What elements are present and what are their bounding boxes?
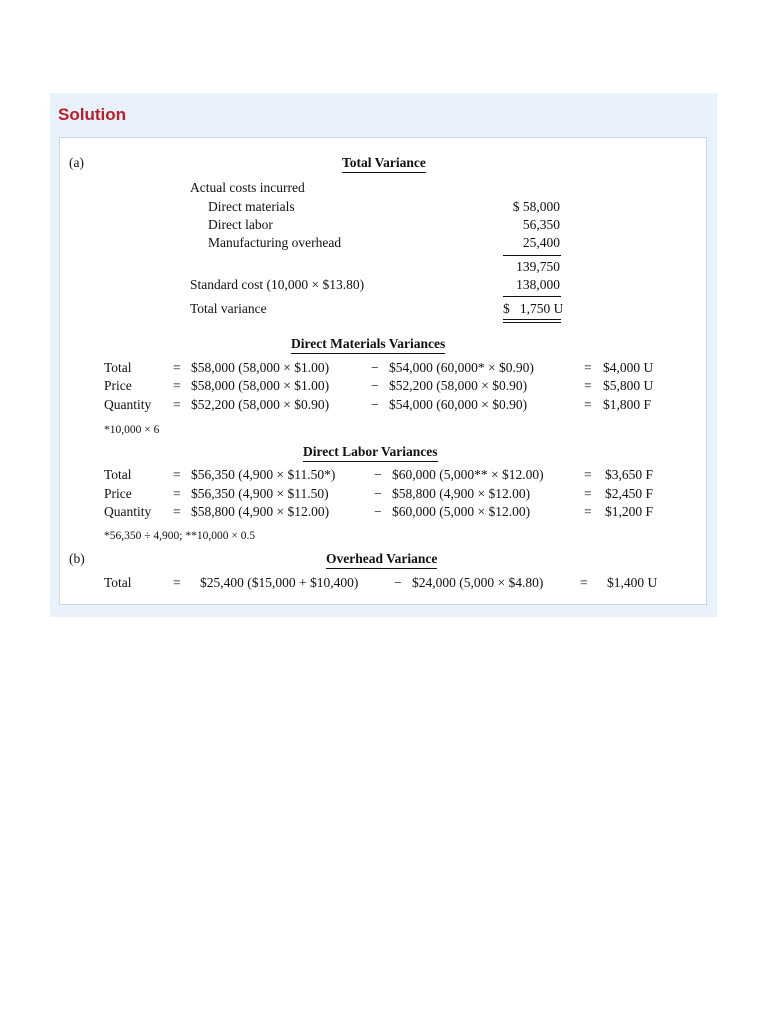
dl-title: Direct Labor Variances <box>303 444 438 462</box>
total-rule <box>503 296 561 297</box>
dl-row-op: − <box>374 486 382 501</box>
standard-cost-value: 138,000 <box>516 277 560 292</box>
total-variance-value: $ 1,750 U <box>503 301 564 316</box>
oh-row-left: $25,400 ($15,000 + $10,400) <box>200 575 359 590</box>
dl-row-label: Price <box>104 486 132 501</box>
double-rule-bottom <box>503 322 561 323</box>
dl-row-right: $60,000 (5,000 × $12.00) <box>392 504 531 519</box>
dm-row-left: $52,200 (58,000 × $0.90) <box>191 397 330 412</box>
dm-row-right: $52,200 (58,000 × $0.90) <box>389 378 528 393</box>
actual-costs-header: Actual costs incurred <box>190 180 305 195</box>
dm-row-left: $58,000 (58,000 × $1.00) <box>191 378 330 393</box>
dl-row-result: $1,200 F <box>605 504 654 519</box>
dl-row-eq2: = <box>584 504 592 519</box>
dm-row-eq: = <box>173 360 181 375</box>
dm-title: Direct Materials Variances <box>291 336 445 354</box>
dm-row-op: − <box>371 378 379 393</box>
dl-row-op: − <box>374 467 382 482</box>
dl-row-result: $3,650 F <box>605 467 654 482</box>
oh-row-eq2: = <box>580 575 588 590</box>
cost-item-value: 56,350 <box>522 217 560 232</box>
solution-heading: Solution <box>58 105 126 124</box>
dl-row-left: $56,350 (4,900 × $11.50) <box>191 486 329 501</box>
dm-row-right: $54,000 (60,000* × $0.90) <box>389 360 534 375</box>
part-b-label: (b) <box>69 551 85 566</box>
dm-row-eq: = <box>173 397 181 412</box>
dl-row-right: $60,000 (5,000** × $12.00) <box>392 467 544 482</box>
dm-row-op: − <box>371 397 379 412</box>
solution-panel <box>50 93 717 617</box>
subtotal-rule <box>503 255 561 256</box>
dm-row-label: Price <box>104 378 132 393</box>
part-a-label: (a) <box>69 155 84 170</box>
dm-row-label: Total <box>104 360 132 375</box>
dl-row-eq2: = <box>584 486 592 501</box>
cost-item-label: Manufacturing overhead <box>208 235 342 250</box>
actual-subtotal: 139,750 <box>516 259 560 274</box>
oh-row-result: $1,400 U <box>607 575 658 590</box>
solution-content-box <box>59 137 707 605</box>
dm-row-eq2: = <box>584 360 592 375</box>
total-variance-label: Total variance <box>190 301 267 316</box>
oh-row-right: $24,000 (5,000 × $4.80) <box>412 575 544 590</box>
dl-footnote: *56,350 ÷ 4,900; **10,000 × 0.5 <box>104 530 256 542</box>
dl-row-label: Quantity <box>104 504 152 519</box>
dl-row-result: $2,450 F <box>605 486 654 501</box>
standard-cost-label: Standard cost (10,000 × $13.80) <box>190 277 365 292</box>
oh-row-label: Total <box>104 575 132 590</box>
dm-row-label: Quantity <box>104 397 152 412</box>
dl-row-eq2: = <box>584 467 592 482</box>
cost-item-label: Direct labor <box>208 217 273 232</box>
dm-row-right: $54,000 (60,000 × $0.90) <box>389 397 528 412</box>
double-rule-top <box>503 319 561 320</box>
overhead-variance-title: Overhead Variance <box>326 551 437 569</box>
dl-row-label: Total <box>104 467 132 482</box>
dm-row-result: $1,800 F <box>603 397 652 412</box>
dm-footnote: *10,000 × 6 <box>104 424 160 436</box>
dl-row-right: $58,800 (4,900 × $12.00) <box>392 486 531 501</box>
cost-item-value: $ 58,000 <box>512 199 560 214</box>
cost-item-label: Direct materials <box>208 199 295 214</box>
dl-row-eq: = <box>173 504 181 519</box>
dm-row-eq: = <box>173 378 181 393</box>
oh-row-eq: = <box>173 575 181 590</box>
dl-row-left: $56,350 (4,900 × $11.50*) <box>191 467 336 482</box>
dl-row-eq: = <box>173 467 181 482</box>
dm-row-result: $5,800 U <box>603 378 654 393</box>
dm-row-eq2: = <box>584 397 592 412</box>
dl-row-eq: = <box>173 486 181 501</box>
total-variance-title: Total Variance <box>342 155 426 173</box>
dl-row-op: − <box>374 504 382 519</box>
cost-item-value: 25,400 <box>522 235 560 250</box>
dm-row-eq2: = <box>584 378 592 393</box>
dl-row-left: $58,800 (4,900 × $12.00) <box>191 504 330 519</box>
oh-row-op: − <box>394 575 402 590</box>
dm-row-result: $4,000 U <box>603 360 654 375</box>
dm-row-op: − <box>371 360 379 375</box>
dm-row-left: $58,000 (58,000 × $1.00) <box>191 360 330 375</box>
